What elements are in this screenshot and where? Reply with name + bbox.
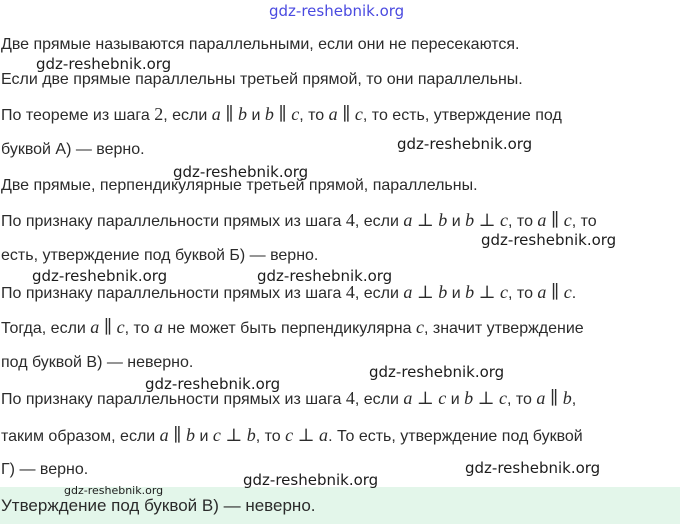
text: , то	[299, 107, 329, 124]
text-line-2: Если две прямые параллельны третьей прямой, то они параллельны.	[1, 71, 523, 88]
text: , то	[507, 391, 537, 408]
math-expression: a ∥ b	[159, 425, 195, 445]
math-expression: a ⊥ b	[403, 282, 448, 302]
text: Тогда, если	[1, 320, 91, 337]
text: , если	[163, 107, 212, 124]
math-expression: c	[415, 317, 424, 337]
text: и	[447, 213, 466, 230]
watermark: gdz-reshebnik.org	[36, 55, 172, 73]
text: По признаку параллельности прямых из шага	[1, 391, 346, 408]
watermark: gdz-reshebnik.org	[481, 231, 617, 249]
text: и	[447, 285, 466, 302]
text: , то	[124, 320, 154, 337]
math-expression: a ⊥ c	[403, 388, 447, 408]
text: , то	[255, 428, 286, 445]
text-line-11	[1, 388, 576, 410]
math-expression: a ∥ c	[537, 282, 572, 302]
text-line-1: Две прямые называются параллельными, если они не пересекаются.	[1, 36, 520, 53]
text: , значит утверждение	[423, 320, 584, 337]
watermark: gdz-reshebnik.org	[465, 459, 601, 477]
watermark: gdz-reshebnik.org	[64, 484, 164, 497]
text: , если	[354, 391, 404, 408]
text: не может быть перпендикулярна	[162, 320, 416, 337]
math-expression: a ∥ b	[536, 388, 572, 408]
text: , то есть, утверждение под	[362, 107, 562, 124]
watermark: gdz-reshebnik.org	[173, 163, 309, 181]
text: , то	[508, 285, 538, 302]
math-expression: c ⊥ a	[285, 425, 329, 445]
text-line-13: Г) — верно.	[1, 461, 89, 478]
watermark: gdz-reshebnik.org	[257, 267, 393, 285]
header-watermark: gdz-reshebnik.org	[269, 2, 405, 20]
watermark: gdz-reshebnik.org	[243, 471, 379, 489]
answer-text: Утверждение под буквой В) — неверно.	[1, 496, 316, 515]
watermark: gdz-reshebnik.org	[369, 363, 505, 381]
text: , если	[354, 213, 404, 230]
text: таким образом, если	[1, 428, 160, 445]
text: ,	[571, 391, 577, 408]
watermark: gdz-reshebnik.org	[32, 267, 168, 285]
text: По теореме из шага	[1, 107, 155, 124]
text-line-7: есть, утверждение под буквой Б) — верно.	[1, 247, 319, 264]
text: . То есть, утверждение под буквой	[328, 428, 583, 445]
text-line-6	[1, 210, 597, 232]
text-line-5: Две прямые, перпендикулярные третьей прямой, параллельны.	[1, 177, 478, 194]
math-number: 4	[345, 282, 355, 302]
math-expression: b ⊥ c	[464, 388, 508, 408]
text-line-8	[1, 282, 576, 304]
math-expression: a ∥ c	[328, 104, 363, 124]
math-expression: a ⊥ b	[403, 210, 448, 230]
text: и	[446, 391, 465, 408]
text: и	[247, 107, 265, 124]
text: , то	[508, 213, 538, 230]
math-number: 4	[345, 388, 355, 408]
math-expression: c ⊥ b	[212, 425, 256, 445]
text: По признаку параллельности прямых из шага	[1, 213, 346, 230]
text-line-12	[1, 425, 583, 447]
text: и	[195, 428, 213, 445]
text-line-4: буквой А) — верно.	[1, 141, 145, 158]
text-line-10: под буквой В) — неверно.	[1, 354, 194, 371]
math-expression: a ∥ b	[211, 104, 248, 124]
text-line-3	[1, 104, 562, 126]
text: , то	[571, 213, 597, 230]
math-number: 4	[345, 210, 355, 230]
math-number: 2	[154, 104, 164, 124]
math-expression: a	[153, 317, 163, 337]
math-expression: a ∥ c	[537, 210, 572, 230]
math-expression: b ∥ c	[264, 104, 300, 124]
watermark: gdz-reshebnik.org	[397, 135, 533, 153]
math-expression: b ⊥ c	[465, 210, 509, 230]
watermark: gdz-reshebnik.org	[145, 375, 281, 393]
math-expression: a ∥ c	[90, 317, 125, 337]
text: .	[571, 285, 577, 302]
text: , если	[354, 285, 404, 302]
math-expression: b ⊥ c	[465, 282, 509, 302]
text-line-9	[1, 317, 584, 339]
text: По признаку параллельности прямых из шага	[1, 285, 346, 302]
